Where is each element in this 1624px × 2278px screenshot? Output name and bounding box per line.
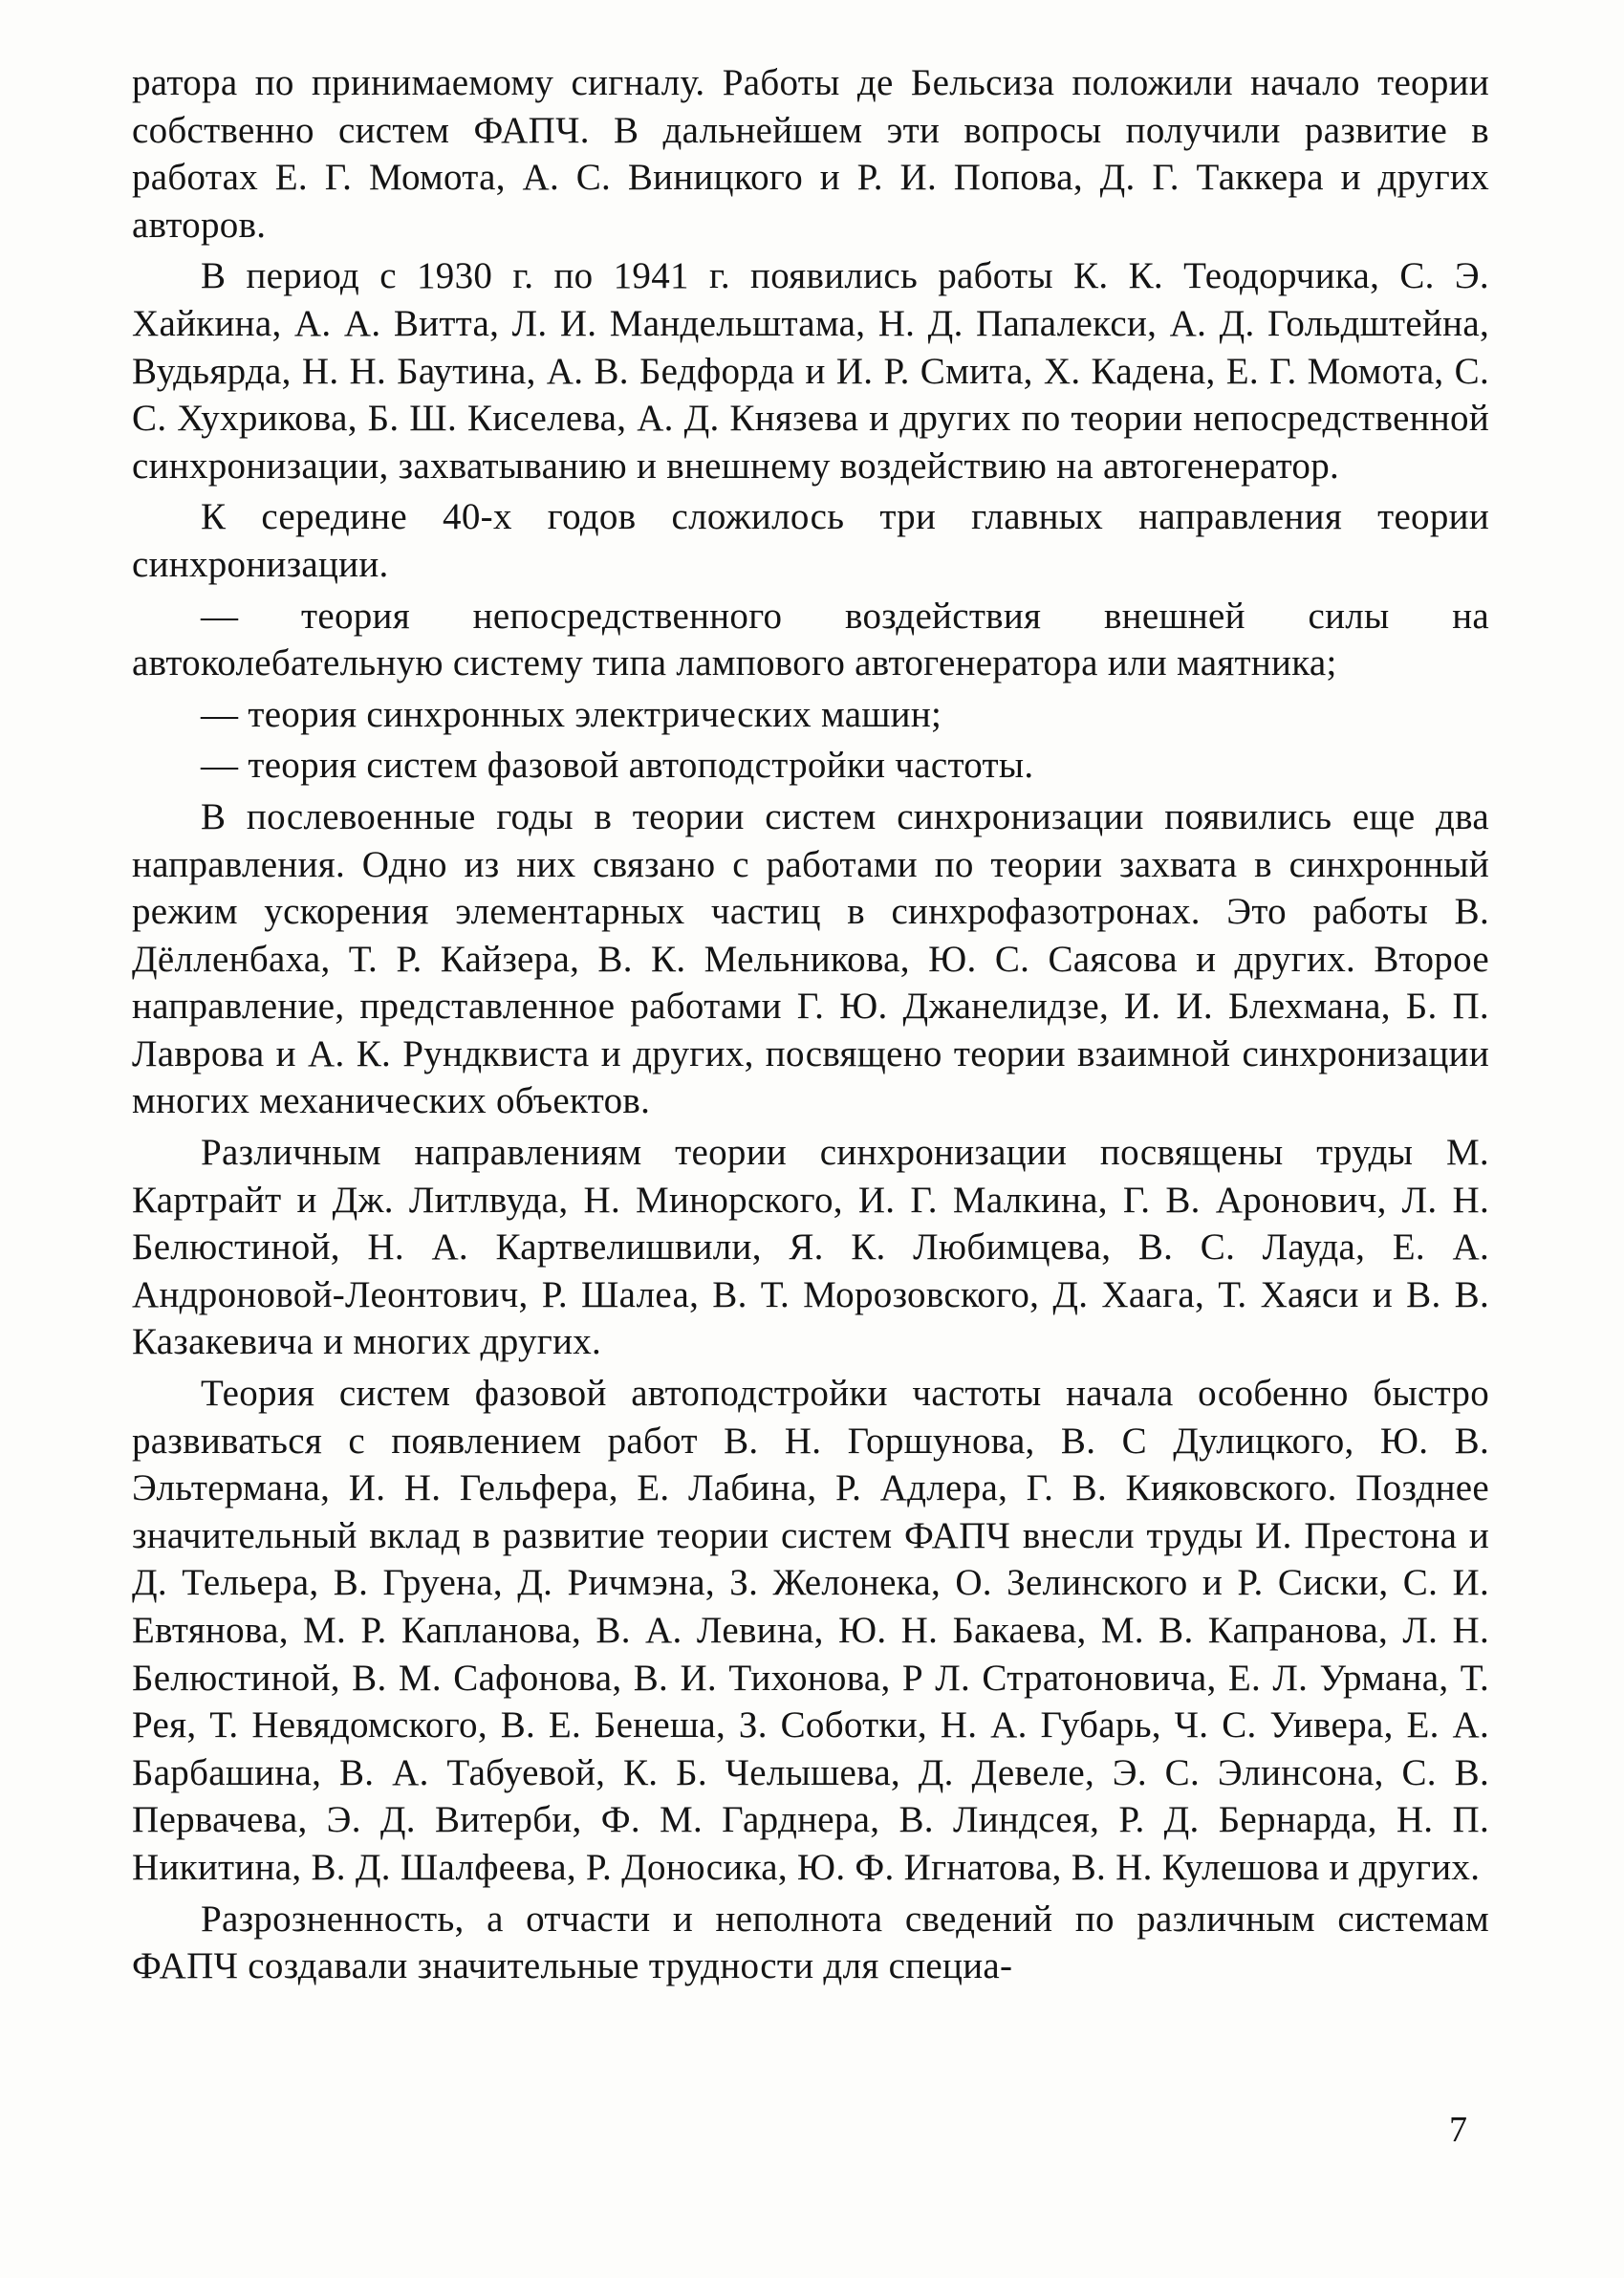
list-item-synchronous-machines: — теория синхронных электрических машин; (201, 693, 942, 735)
paragraph-three-directions: К середине 40-х годов сложилось три главных направления теории синхронизации. (132, 496, 1489, 585)
list-item-direct-action: — теория непосредственного воздействия внешней силы на автоколебательную систему типа лампового автогенератора или маятника; (132, 595, 1489, 684)
paragraph-pll-theory-development: Теория систем фазовой автоподстройки частоты начала особенно быстро развиваться с появлением работ В. Н. Горшунова, В. С Дулицкого, Ю. В. Эльтермана, И. Н. Гельфера, Е. Лабина, Р. Адлера, Г. В. Кияковского. Позднее значительный вклад в развитие теории систем ФАПЧ внесли труды И. Престона и Д. Тельера, В. Груена, Д. Ричмэна, З. Желонека, О. Зелинского и Р. Сиски, С. И. Евтянова, М. Р. Капланова, В. А. Левина, Ю. Н. Бакаева, М. В. Капранова, Л. Н. Белюстиной, В. М. Сафонова, В. И. Тихонова, Р Л. Стратоновича, Е. Л. Урмана, Т. Рея, Т. Невядомского, В. Е. Бенеша, З. Соботки, Н. А. Губарь, Ч. С. Уивера, Е. А. Барбашина, В. А. Табуевой, К. Б. Челышева, Д. Девеле, Э. С. Элинсона, С. В. Первачева, Э. Д. Витерби, Ф. М. Гарднера, В. Линдсея, Р. Д. Бернарда, Н. П. Никитина, В. Д. Шалфеева, Р. Доносика, Ю. Ф. Игнатова, В. Н. Кулешова и других. (132, 1373, 1489, 1888)
paragraph-fragmentation: Разрозненность, а отчасти и неполнота сведений по различным системам ФАПЧ создавали значительные трудности для специа- (132, 1898, 1489, 1987)
paragraph-synchronization-history: В период с 1930 г. по 1941 г. появились работы К. К. Теодорчика, С. Э. Хайкина, А. А. Витта, Л. И. Мандельштама, Н. Д. Папалекси, А. Д. Гольдштейна, Вудьярда, Н. Н. Баутина, А. В. Бедфорда и И. Р. Смита, Х. Кадена, Е. Г. Момота, С. С. Хухрикова, Б. Ш. Киселева, А. Д. Князева и других по теории непосредственной синхронизации, захватыванию и внешнему воздействию на автогенератор. (132, 255, 1489, 487)
paragraph-various-directions: Различным направлениям теории синхронизации посвящены труды М. Картрайт и Дж. Литлвуда, Н. Минорского, И. Г. Малкина, Г. В. Аронович, Л. Н. Белюстиной, Н. А. Картвелишвили, Я. К. Любимцева, В. С. Лауда, Е. А. Андроновой-Леонтович, Р. Шалеа, В. Т. Морозовского, Д. Хаага, Т. Хаяси и В. В. Казакевича и многих других. (132, 1132, 1489, 1363)
page-number: 7 (1449, 2110, 1467, 2150)
paragraph-postwar-directions: В послевоенные годы в теории систем синхронизации появились еще два направления. Одно из них связано с работами по теории захвата в синхронный режим ускорения элементарных частиц в синхрофазотронах. Это работы В. Дёлленбаха, Т. Р. Кайзера, В. К. Мельникова, Ю. С. Саясова и других. Второе направление, представленное работами Г. Ю. Джанелидзе, И. И. Блехмана, Б. П. Лаврова и А. К. Рундквиста и других, посвящено теории взаимной синхронизации многих механических объектов. (132, 795, 1489, 1122)
paragraph-continuation: ратора по принимаемому сигналу. Работы де Бельсиза положили начало теории собственно систем ФАПЧ. В дальнейшем эти вопросы получили развитие в работах Е. Г. Момота, А. С. Виницкого и Р. И. Попова, Д. Г. Таккера и других авторов. (132, 62, 1489, 246)
list-item-pll-systems: — теория систем фазовой автоподстройки частоты. (201, 745, 1034, 787)
body-text (132, 59, 1489, 1994)
